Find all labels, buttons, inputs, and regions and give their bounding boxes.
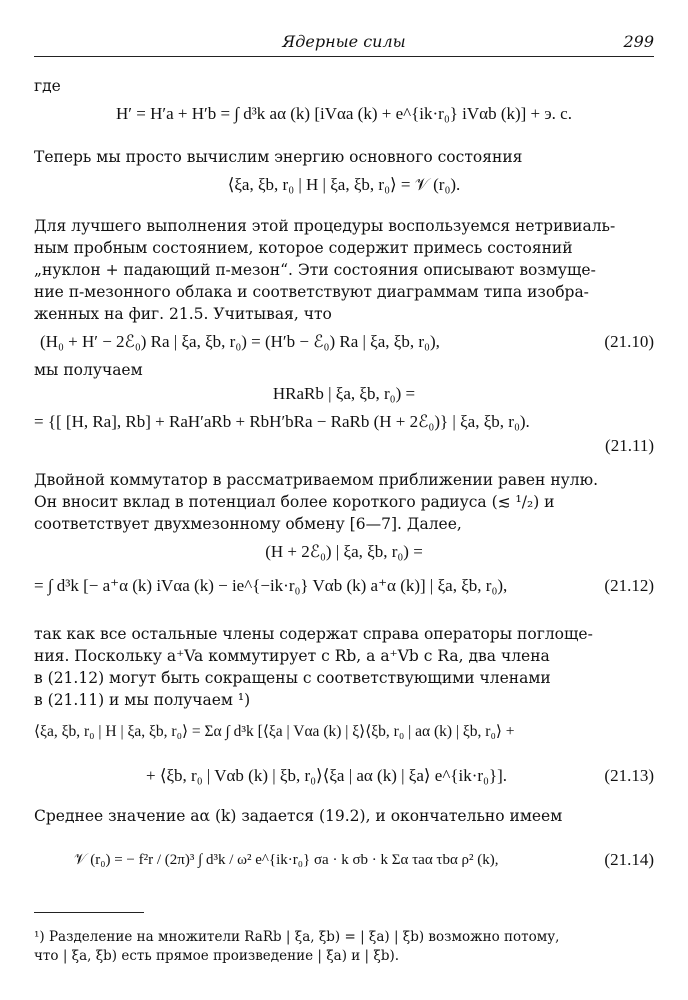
equation-number: (21.10) [604,332,654,351]
equation-number: (21.13) [604,766,654,785]
page-number: 299 [623,32,654,51]
text-line: ния. Поскольку a⁺Va коммутирует с Rb, а a⁺Vb с Ra, два члена [34,647,550,665]
text-line: „нуклон + падающий π-мезон“. Эти состояния описывают возмуще- [34,261,596,279]
text-line: где [34,77,61,95]
running-header [34,32,654,57]
text-line: так как все остальные члены содержат справа операторы поглоще- [34,625,593,643]
text-line: в (21.11) и мы получаем ¹) [34,691,251,709]
equation-number: (21.12) [604,576,654,595]
equation-body: (H₀ + H′ − 2ℰ₀) Ra | ξa, ξb, r₀) = (H′b − ℰ₀) Ra | ξa, ξb, r₀), [40,332,440,351]
equation-body: = ∫ d³k [− a⁺α (k) iVαa (k) − ie^{−ik·r₀} Vαb (k) a⁺α (k)] | ξa, ξb, r₀), [34,576,508,595]
equation-number: (21.14) [604,850,654,869]
running-title: Ядерные силы [282,32,406,51]
equation-interaction-hamiltonian: H′ = H′a + H′b = ∫ d³k aα (k) [iVαa (k) + e^{ik·r₀} iVαb (k)] + э. с. [116,104,572,123]
text-line: Двойной коммутатор в рассматриваемом приближении равен нулю. [34,471,599,489]
text-line: Теперь мы просто вычислим энергию основного состояния [34,148,523,166]
text-line: соответствует двухмезонному обмену [6—7]. Далее, [34,515,462,533]
text-line: Для лучшего выполнения этой процедуры воспользуемся нетривиаль- [34,217,616,235]
footnote-line: что | ξa, ξb) есть прямое произведение | ξa) и | ξb). [34,948,400,964]
equation-21-11-line2: = {[ [H, Ra], Rb] + RaH′aRb + RbH′bRa − RaRb (H + 2ℰ₀)} | ξa, ξb, r₀). [34,412,530,431]
equation-ground-state-energy: ⟨ξa, ξb, r₀ | H | ξa, ξb, r₀⟩ = 𝒱 (r₀). [227,175,461,194]
text-line: Среднее значение aα (k) задается (19.2), и окончательно имеем [34,807,563,825]
text-line: ние π-мезонного облака и соответствуют диаграммам типа изобра- [34,283,589,301]
footnote-line: ¹) Разделение на множители RaRb | ξa, ξb) = | ξa) | ξb) возможно потому, [34,929,560,945]
text-line: мы получаем [34,361,143,379]
equation-21-11-line1: HRaRb | ξa, ξb, r₀) = [272,384,416,403]
text-line: в (21.12) могут быть сокращены с соответствующими членами [34,669,551,687]
text-line: женных на фиг. 21.5. Учитывая, что [34,305,332,323]
equation-body: 𝒱 (r₀) = − f²r / (2π)³ ∫ d³k / ω² e^{ik·r₀} σa · k σb · k Σα τaα τbα ρ² (k), [74,852,499,868]
equation-body: + ⟨ξb, r₀ | Vαb (k) | ξb, r₀⟩⟨ξa | aα (k) | ξa⟩ e^{ik·r₀}]. [146,766,508,785]
equation-21-13-line1: ⟨ξa, ξb, r₀ | H | ξa, ξb, r₀⟩ = Σα ∫ d³k [⟨ξa | Vαa (k) | ξ⟩⟨ξb, r₀ | aα (k) | ξb, r₀⟩ + [34,723,515,740]
equation-21-12-line1: (H + 2ℰ₀) | ξa, ξb, r₀) = [265,542,423,561]
text-line: Он вносит вклад в потенциал более короткого радиуса (≲ ¹/₂) и [34,493,555,511]
text-line: ным пробным состоянием, которое содержит примесь состояний [34,239,573,257]
equation-number: (21.11) [605,436,654,455]
footnote-rule [34,912,144,913]
